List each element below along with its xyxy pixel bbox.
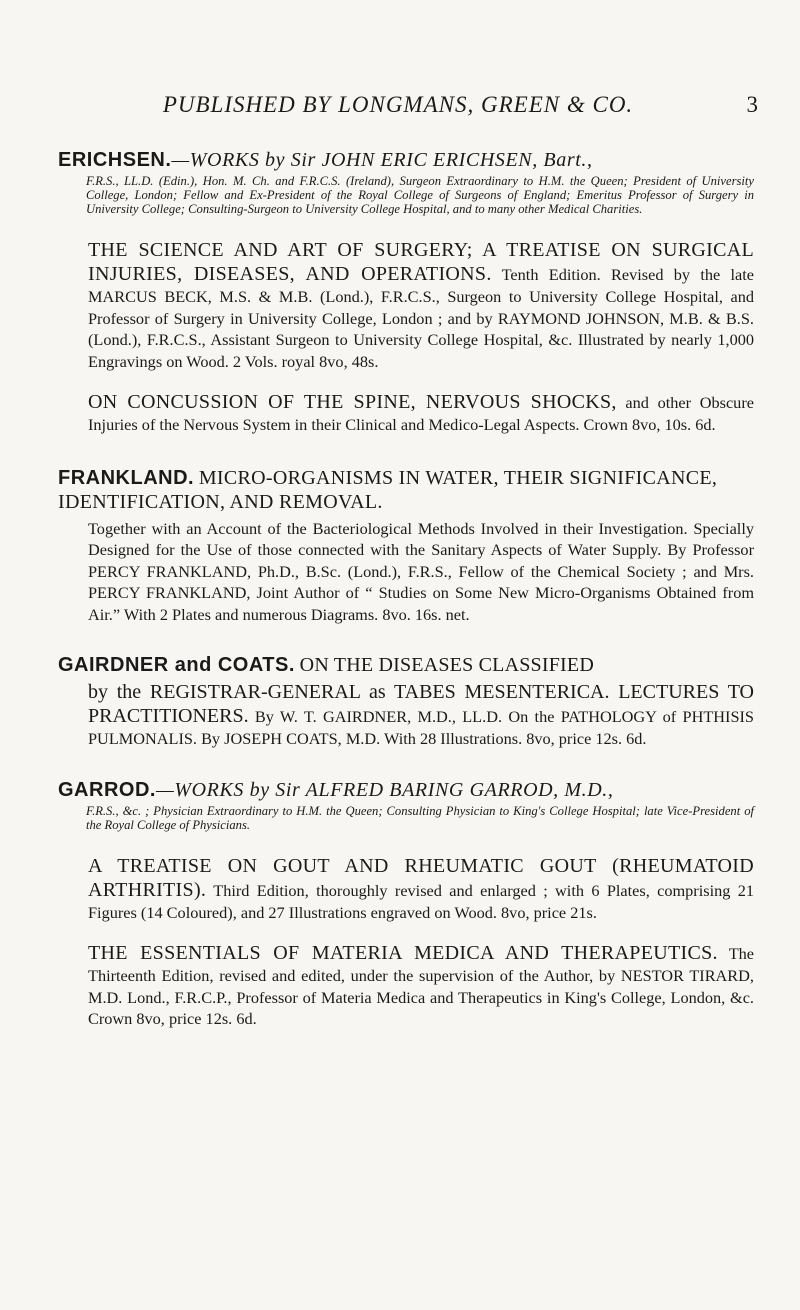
book-title: THE ESSENTIALS OF MATERIA MEDICA AND THERAPEUTICS. bbox=[88, 942, 718, 964]
page-number: 3 bbox=[746, 92, 758, 117]
book-description: Tenth Edition. Revised by the late MARCUS BECK, M.S. & M.B. (Lond.), F.R.C.S., Surgeon to University College Hospital, and Professor of Surgery in University College, London ; and by RAYMOND JOHNSON, M.B. & B.S. (Lond.), F.R.C.S., Assistant Surgeon to University College Hospital, &c. Illustrated by nearly 1,000 Engravings on Wood. 2 Vols. royal 8vo, 48s. bbox=[88, 265, 755, 371]
catalogue-content bbox=[58, 150, 754, 1030]
author-name: FRANKLAND. bbox=[58, 466, 195, 489]
book-entry bbox=[88, 854, 754, 924]
book-entry bbox=[88, 941, 754, 1030]
book-title: ON CONCUSSION OF THE SPINE, NERVOUS SHOCKS, bbox=[88, 391, 617, 413]
works-by: —WORKS by Sir JOHN ERIC ERICHSEN, Bart., bbox=[171, 149, 593, 171]
book-title: THE SCIENCE AND ART OF SURGERY; A TREATISE ON SURGICAL INJURIES, DISEASES, AND OPERATIONS. bbox=[88, 239, 754, 285]
book-title: A TREATISE ON GOUT AND RHEUMATIC GOUT (RHEUMATOID ARTHRITIS). bbox=[88, 854, 754, 901]
running-title: PUBLISHED BY LONGMANS, GREEN & CO. bbox=[162, 92, 634, 117]
author-credentials: F.R.S., &c. ; Physician Extraordinary to H.M. the Queen; Consulting Physician to King's College Hospital; late Vice-President of the Royal College of Physicians. bbox=[86, 803, 754, 832]
author-heading bbox=[58, 655, 754, 676]
book-details: By W. T. GAIRDNER, M.D., LL.D. On the PATHOLOGY of PHTHISIS PULMONALIS. By JOSEPH COATS, M.D. With 28 Illustrations. 8vo, price 12s. 6d. bbox=[88, 707, 754, 748]
book-description: The Thirteenth Edition, revised and edited, under the supervision of the Author, by NESTOR TIRARD, M.D. Lond., F.R.C.P., Professor of Materia Medica and Therapeutics in King's College, London, &c. Crown 8vo, price 12s. 6d. bbox=[88, 944, 754, 1028]
author-name: ERICHSEN. bbox=[58, 149, 172, 171]
author-heading bbox=[58, 150, 754, 171]
works-by: —WORKS by Sir ALFRED BARING GARROD, M.D., bbox=[155, 778, 614, 801]
book-title: ON THE DISEASES CLASSIFIED bbox=[299, 654, 594, 676]
author-name: GAIRDNER and COATS. bbox=[58, 654, 295, 676]
section-gairdner bbox=[58, 655, 754, 750]
book-description: and other Obscure Injuries of the Nervous System in their Clinical and Medico-Legal Aspects. Crown 8vo, 10s. 6d. bbox=[88, 393, 754, 434]
book-description bbox=[88, 680, 754, 750]
book-description: Third Edition, thoroughly revised and enlarged ; with 6 Plates, comprising 21 Figures (14 Coloured), and 27 Illustrations engraved on Wood. 8vo, price 21s. bbox=[88, 880, 754, 922]
book-entry bbox=[88, 238, 754, 372]
section-erichsen bbox=[58, 150, 754, 436]
book-entry bbox=[88, 390, 754, 436]
section-frankland bbox=[58, 466, 754, 626]
author-credentials: F.R.S., LL.D. (Edin.), Hon. M. Ch. and F.R.C.S. (Ireland), Surgeon Extraordinary to H.M. the Queen; President of University College, London; Fellow and Ex-President of the Royal College of Surgeons of England; Emeritus Professor of Surgery in University College; Consulting-Surgeon to University College Hospital, and to many other Medical Charities. bbox=[86, 174, 754, 216]
author-heading bbox=[58, 466, 754, 514]
book-title: MICRO-ORGANISMS IN WATER, THEIR SIGNIFICANCE, IDENTIFICATION, AND REMOVAL. bbox=[58, 466, 718, 513]
book-description: Together with an Account of the Bacteriological Methods Involved in their Investigation. Specially Designed for the Use of those connected with the Sanitary Aspects of Water Supply. By Professor PERCY FRANKLAND, Ph.D., B.Sc. (Lond.), F.R.S., Fellow of the Chemical Society ; and Mrs. PERCY FRANKLAND, Joint Author of “ Studies on Some New Micro-Organisms Obtained from Air.” With 2 Plates and numerous Diagrams. 8vo. 16s. net. bbox=[88, 518, 754, 624]
author-name: GARROD. bbox=[58, 778, 156, 801]
running-head bbox=[58, 0, 758, 117]
author-heading bbox=[58, 780, 754, 801]
book-subtitle: by the REGISTRAR-GENERAL as TABES MESENTERICA. LECTURES TO PRACTITIONERS. bbox=[88, 681, 754, 727]
section-garrod bbox=[58, 780, 754, 1030]
